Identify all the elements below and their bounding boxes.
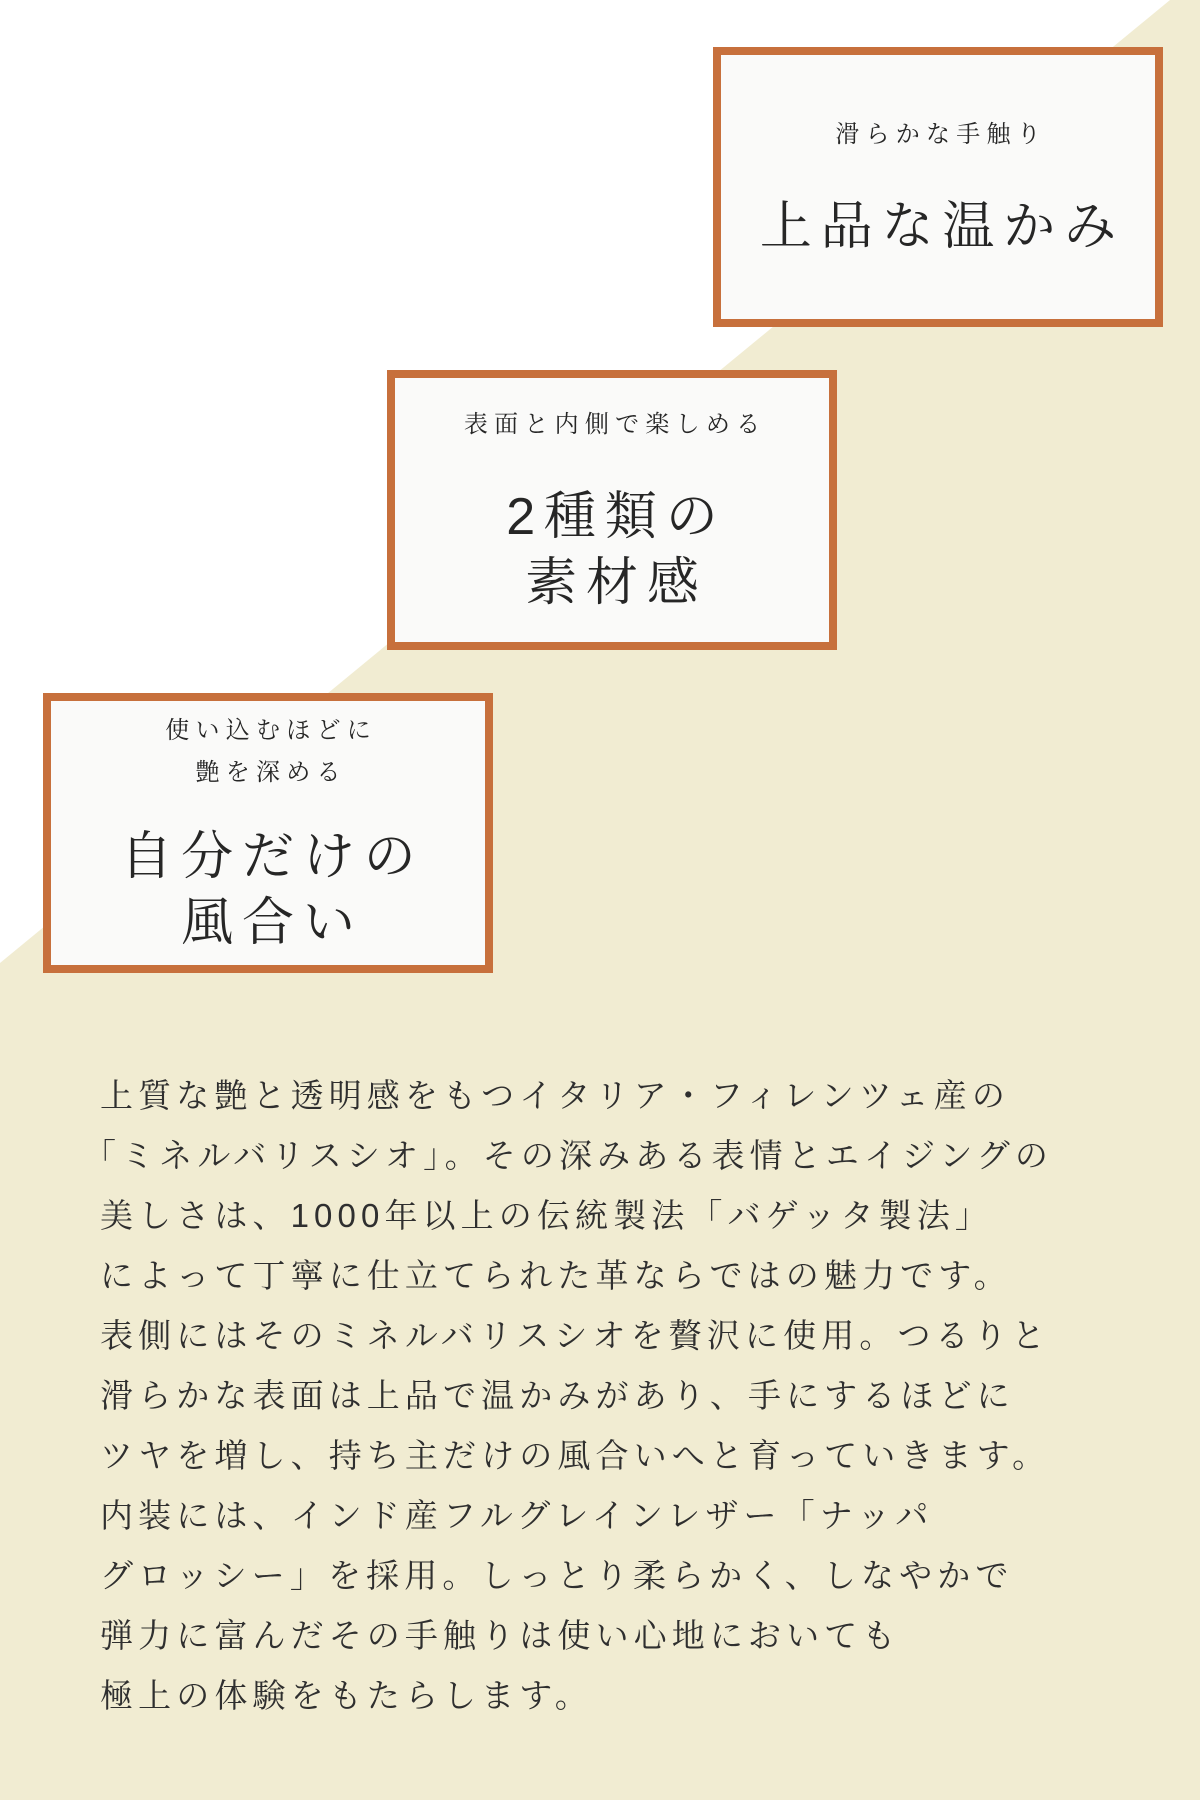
feature-card-own-patina <box>43 693 493 973</box>
feature-card-subtitle <box>159 710 377 794</box>
subtitle-line: 滑らかな手触り <box>835 121 1047 148</box>
feature-card-two-materials <box>387 370 837 650</box>
description-line: 滑らかな表面は上品で温かみがあり、手にするほどに <box>100 1377 1015 1414</box>
subtitle-line: 使い込むほどに <box>165 717 377 744</box>
product-description-paragraph <box>83 1066 1160 1726</box>
feature-card-title <box>751 194 1125 260</box>
title-line: 自分だけの <box>120 828 425 886</box>
title-line: 素材感 <box>525 554 708 612</box>
description-line: 上質な艶と透明感をもつイタリア・フィレンツェ産の <box>100 1077 1010 1114</box>
feature-card-smooth-touch <box>713 47 1163 327</box>
title-line: 風合い <box>181 894 364 952</box>
description-line: 「ミネルバリスシオ」。その深みある表情とエイジングの <box>83 1137 1054 1174</box>
subtitle-line: 表面と内側で楽しめる <box>463 411 767 438</box>
description-line: 美しさは、1000年以上の伝統製法「バゲッタ製法」 <box>100 1197 993 1234</box>
feature-card-subtitle <box>829 114 1047 156</box>
description-line: 表側にはそのミネルバリスシオを贅沢に使用。つるりと <box>100 1317 1050 1354</box>
feature-card-title <box>497 484 726 616</box>
subtitle-line: 艶を深める <box>195 759 347 786</box>
description-line: ツヤを増し、持ち主だけの風合いへと育っていきます。 <box>100 1437 1051 1474</box>
feature-card-title <box>111 824 424 956</box>
feature-card-subtitle <box>458 404 767 446</box>
title-line: 上品な温かみ <box>759 198 1125 256</box>
description-line: 内装には、インド産フルグレインレザー「ナッパ <box>100 1497 934 1534</box>
description-line: 弾力に富んだその手触りは使い心地においても <box>100 1617 901 1654</box>
description-line: グロッシー」を採用。しっとり柔らかく、しなやかで <box>100 1557 1014 1594</box>
description-line: によって丁寧に仕立てられた革ならではの魅力です。 <box>100 1257 1012 1294</box>
description-line: 極上の体験をもたらします。 <box>100 1677 593 1714</box>
title-line: 2種類の <box>506 488 727 546</box>
